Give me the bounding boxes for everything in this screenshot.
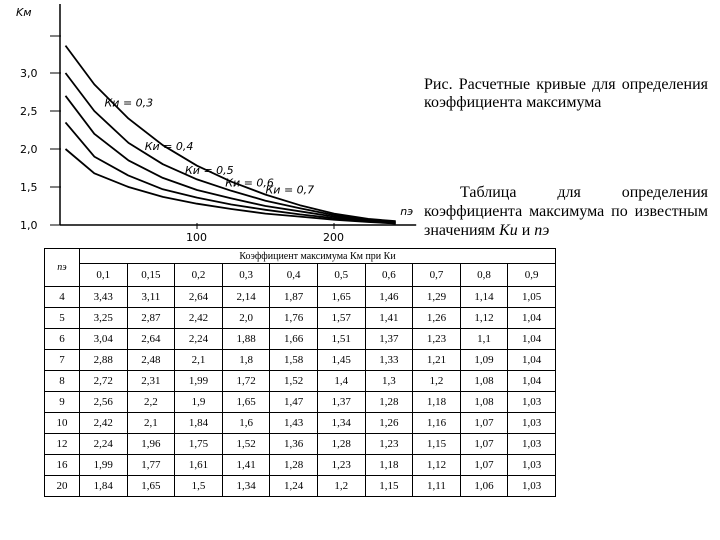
ki-header-cell: 0,3: [222, 264, 270, 287]
table-cell: 1,77: [127, 455, 175, 476]
y-tick-label: 1,5: [20, 181, 38, 194]
ki-header-cell: 0,9: [508, 264, 556, 287]
ne-cell: 20: [45, 476, 80, 497]
table-cell: 1,87: [270, 287, 318, 308]
table-cell: 1,37: [317, 392, 365, 413]
description-and: и: [517, 222, 535, 239]
ne-cell: 12: [45, 434, 80, 455]
curve-label: Ки = 0,3: [104, 96, 154, 110]
table-cell: 1,47: [270, 392, 318, 413]
table-cell: 2,14: [222, 287, 270, 308]
table-cell: 1,76: [270, 308, 318, 329]
table-cell: 1,03: [508, 413, 556, 434]
curve-line: [66, 73, 396, 222]
table-cell: 1,08: [460, 371, 508, 392]
table-cell: 1,12: [413, 455, 461, 476]
table-cell: 1,23: [413, 329, 461, 350]
table-cell: 1,15: [365, 476, 413, 497]
table-cell: 1,37: [365, 329, 413, 350]
table-cell: 1,05: [508, 287, 556, 308]
table-row: [45, 413, 556, 434]
table-cell: 1,07: [460, 434, 508, 455]
table-cell: 1,99: [175, 371, 223, 392]
table-cell: 1,04: [508, 350, 556, 371]
table-cell: 1,04: [508, 308, 556, 329]
table-cell: 1,34: [222, 476, 270, 497]
table-cell: 1,12: [460, 308, 508, 329]
table-cell: 1,09: [460, 350, 508, 371]
ne-cell: 16: [45, 455, 80, 476]
table-cell: 2,2: [127, 392, 175, 413]
table-cell: 1,28: [317, 434, 365, 455]
table-cell: 1,15: [413, 434, 461, 455]
table-cell: 1,88: [222, 329, 270, 350]
ne-cell: 10: [45, 413, 80, 434]
table-cell: 1,75: [175, 434, 223, 455]
curve-label: Ки = 0,7: [265, 183, 315, 197]
ne-column-header: nэ: [45, 249, 80, 287]
ki-header-cell: 0,6: [365, 264, 413, 287]
table-body: [45, 287, 556, 497]
table-cell: 1,72: [222, 371, 270, 392]
k-max-table: [44, 248, 556, 497]
ki-header-cell: 0,1: [80, 264, 128, 287]
table-cell: 1,08: [460, 392, 508, 413]
table-cell: 1,33: [365, 350, 413, 371]
table-cell: 2,48: [127, 350, 175, 371]
ne-cell: 7: [45, 350, 80, 371]
table-cell: 1,2: [413, 371, 461, 392]
table-cell: 2,24: [80, 434, 128, 455]
table-cell: 1,07: [460, 413, 508, 434]
table-cell: 1,99: [80, 455, 128, 476]
table-cell: 1,96: [127, 434, 175, 455]
y-tick-label: 2,5: [20, 105, 38, 118]
table-cell: 1,03: [508, 434, 556, 455]
table-cell: 1,52: [222, 434, 270, 455]
table-cell: 1,23: [365, 434, 413, 455]
table-cell: 1,58: [270, 350, 318, 371]
table-cell: 2,88: [80, 350, 128, 371]
table-cell: 1,36: [270, 434, 318, 455]
curve-label: Ки = 0,5: [185, 164, 234, 178]
ki-header-cell: 0,5: [317, 264, 365, 287]
table-cell: 1,28: [365, 392, 413, 413]
table-cell: 1,46: [365, 287, 413, 308]
table-cell: 1,8: [222, 350, 270, 371]
figure-caption: Рис. Расчетные кривые для определения коэффициента максимума: [424, 76, 708, 111]
table-cell: 1,1: [460, 329, 508, 350]
ki-header-cell: 0,4: [270, 264, 318, 287]
table-cell: 1,3: [365, 371, 413, 392]
table-cell: 2,56: [80, 392, 128, 413]
table-row: [45, 434, 556, 455]
table-cell: 1,41: [365, 308, 413, 329]
table-cell: 1,29: [413, 287, 461, 308]
table-row: [45, 476, 556, 497]
table-cell: 1,03: [508, 392, 556, 413]
table-cell: 1,11: [413, 476, 461, 497]
table-cell: 1,65: [317, 287, 365, 308]
table-cell: 3,04: [80, 329, 128, 350]
table-cell: 1,28: [270, 455, 318, 476]
table-cell: 1,43: [270, 413, 318, 434]
table-row: [45, 287, 556, 308]
table-cell: 1,9: [175, 392, 223, 413]
table-cell: 1,51: [317, 329, 365, 350]
table-cell: 1,41: [222, 455, 270, 476]
table-cell: 1,04: [508, 329, 556, 350]
header-group: Коэффициент максимума Км при Ки: [80, 249, 556, 264]
table-row: [45, 392, 556, 413]
table-cell: 2,1: [127, 413, 175, 434]
table-row: [45, 455, 556, 476]
table-cell: 1,16: [413, 413, 461, 434]
y-tick-label: 1,0: [20, 219, 38, 232]
table-cell: 2,31: [127, 371, 175, 392]
x-axis-label: nэ: [400, 205, 414, 218]
table-cell: 3,43: [80, 287, 128, 308]
curve-label: Ки = 0,4: [144, 140, 194, 154]
table-row: [45, 371, 556, 392]
description-text: Таблица для определения коэффициента максимума по известным значениям: [424, 184, 708, 239]
table-cell: 1,66: [270, 329, 318, 350]
table-cell: 1,45: [317, 350, 365, 371]
table-cell: 1,24: [270, 476, 318, 497]
table-cell: 1,03: [508, 455, 556, 476]
table-cell: 2,1: [175, 350, 223, 371]
table-row: [45, 350, 556, 371]
table-cell: 1,2: [317, 476, 365, 497]
table-cell: 2,64: [175, 287, 223, 308]
table-description: [424, 183, 708, 240]
ki-header-cell: 0,15: [127, 264, 175, 287]
table-cell: 1,84: [175, 413, 223, 434]
table-cell: 1,6: [222, 413, 270, 434]
table-cell: 1,5: [175, 476, 223, 497]
ne-cell: 8: [45, 371, 80, 392]
table-cell: 2,64: [127, 329, 175, 350]
table-cell: 1,04: [508, 371, 556, 392]
table-cell: 1,06: [460, 476, 508, 497]
ne-cell: 6: [45, 329, 80, 350]
table-cell: 1,84: [80, 476, 128, 497]
x-tick-label: 200: [323, 231, 344, 244]
table-cell: 2,0: [222, 308, 270, 329]
description-ne: nэ: [534, 222, 550, 239]
table-cell: 2,42: [80, 413, 128, 434]
table-cell: 1,52: [270, 371, 318, 392]
y-tick-label: 2,0: [20, 143, 38, 156]
table-cell: 1,34: [317, 413, 365, 434]
curve-label: Ки = 0,6: [225, 176, 274, 190]
table-cell: 2,42: [175, 308, 223, 329]
table-cell: 2,72: [80, 371, 128, 392]
ki-header-cell: 0,2: [175, 264, 223, 287]
table-cell: 1,21: [413, 350, 461, 371]
table-cell: 1,57: [317, 308, 365, 329]
ki-header-row: [45, 264, 556, 287]
table-cell: 1,03: [508, 476, 556, 497]
y-tick-label: 3,0: [20, 67, 38, 80]
table-cell: 1,26: [365, 413, 413, 434]
table-cell: 1,65: [222, 392, 270, 413]
table-row: [45, 329, 556, 350]
table-cell: 1,23: [317, 455, 365, 476]
table-cell: 1,07: [460, 455, 508, 476]
table-cell: 1,14: [460, 287, 508, 308]
x-tick-label: 100: [186, 231, 207, 244]
table-cell: 1,18: [413, 392, 461, 413]
ki-header-cell: 0,8: [460, 264, 508, 287]
table-cell: 1,26: [413, 308, 461, 329]
table-cell: 2,24: [175, 329, 223, 350]
table-cell: 3,25: [80, 308, 128, 329]
table-cell: 1,65: [127, 476, 175, 497]
table-cell: 3,11: [127, 287, 175, 308]
table-row: [45, 308, 556, 329]
table-cell: 1,18: [365, 455, 413, 476]
ne-cell: 5: [45, 308, 80, 329]
y-axis-label: Kм: [16, 6, 32, 19]
curve-line: [66, 46, 396, 222]
description-ki: Ки: [499, 222, 518, 239]
ki-header-cell: 0,7: [413, 264, 461, 287]
ne-cell: 4: [45, 287, 80, 308]
table-cell: 1,4: [317, 371, 365, 392]
ne-cell: 9: [45, 392, 80, 413]
table-cell: 1,61: [175, 455, 223, 476]
table-cell: 2,87: [127, 308, 175, 329]
